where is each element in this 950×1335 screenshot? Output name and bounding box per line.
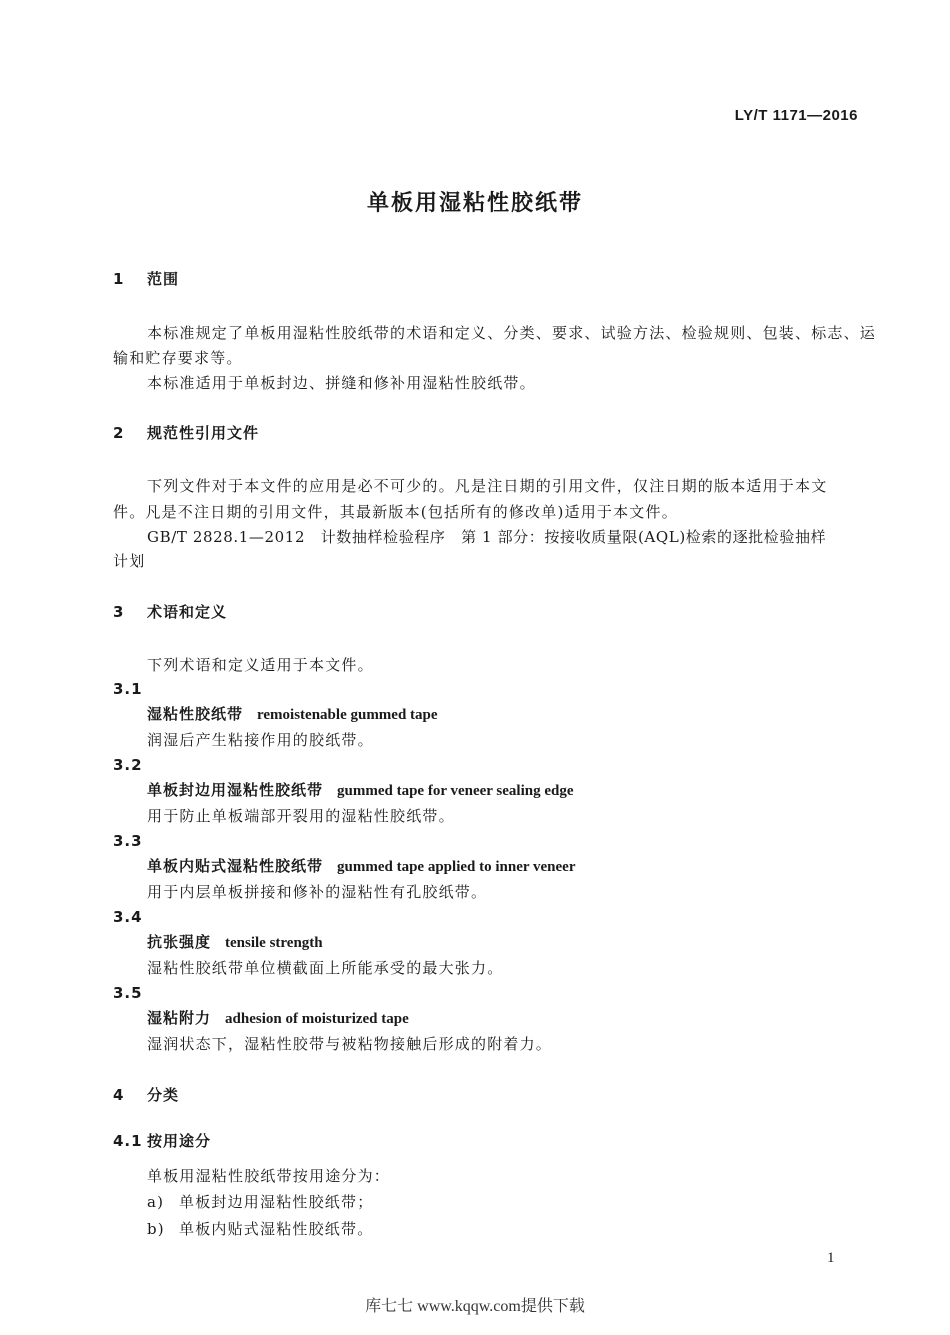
list-text: 单板内贴式湿粘性胶纸带。 — [179, 1220, 374, 1238]
reference-line: 计划 — [113, 552, 146, 570]
term-definition: 用于内层单板拼接和修补的湿粘性有孔胶纸带。 — [147, 883, 488, 901]
term-heading — [147, 932, 323, 953]
section-title: 术语和定义 — [147, 603, 228, 621]
paragraph-line: 单板用湿粘性胶纸带按用途分为： — [147, 1167, 391, 1185]
paragraph-line: 输和贮存要求等。 — [113, 349, 243, 367]
term-chinese: 抗张强度 — [147, 933, 212, 951]
section-number: 4 — [113, 1086, 125, 1104]
term-chinese: 湿粘性胶纸带 — [147, 705, 244, 723]
list-text: 单板封边用湿粘性胶纸带； — [179, 1193, 374, 1211]
term-definition: 用于防止单板端部开裂用的湿粘性胶纸带。 — [147, 807, 455, 825]
paragraph-line: 本标准规定了单板用湿粘性胶纸带的术语和定义、分类、要求、试验方法、检验规则、包装、标志、运 — [147, 324, 877, 342]
term-english: gummed tape for veneer sealing edge — [337, 783, 574, 799]
list-item — [147, 1219, 373, 1239]
paragraph-line: 下列术语和定义适用于本文件。 — [147, 656, 374, 674]
term-number: 3.4 — [113, 908, 143, 926]
subsection-4-1-heading — [113, 1131, 211, 1151]
term-definition: 湿润状态下，湿粘性胶带与被粘物接触后形成的附着力。 — [147, 1035, 553, 1053]
paragraph-line: 下列文件对于本文件的应用是必不可少的。凡是注日期的引用文件，仅注日期的版本适用于本文 — [147, 477, 828, 495]
term-english: tensile strength — [225, 935, 323, 951]
list-label: b) — [147, 1220, 165, 1238]
term-number: 3.2 — [113, 756, 143, 774]
document-title: 单板用湿粘性胶纸带 — [366, 191, 583, 216]
section-number: 2 — [113, 424, 125, 442]
section-3-heading — [113, 602, 227, 622]
section-number: 4.1 — [113, 1132, 143, 1150]
section-2-heading — [113, 423, 259, 443]
footer-watermark: 库七七 www.kqqw.com提供下载 — [365, 1298, 585, 1315]
list-item — [147, 1192, 373, 1212]
paragraph-line: 件。凡是不注日期的引用文件，其最新版本(包括所有的修改单)适用于本文件。 — [113, 503, 678, 521]
term-definition: 湿粘性胶纸带单位横截面上所能承受的最大张力。 — [147, 959, 504, 977]
section-1-heading — [113, 269, 179, 289]
term-number: 3.5 — [113, 984, 143, 1002]
page-number: 1 — [827, 1250, 836, 1266]
section-title: 规范性引用文件 — [147, 424, 260, 442]
term-english: adhesion of moisturized tape — [225, 1011, 409, 1027]
term-chinese: 湿粘附力 — [147, 1009, 212, 1027]
list-label: a) — [147, 1193, 165, 1211]
section-title: 分类 — [147, 1086, 180, 1104]
term-number: 3.3 — [113, 832, 143, 850]
paragraph-line: 本标准适用于单板封边、拼缝和修补用湿粘性胶纸带。 — [147, 374, 536, 392]
term-chinese: 单板封边用湿粘性胶纸带 — [147, 781, 324, 799]
term-heading — [147, 856, 575, 877]
reference-line: GB/T 2828.1—2012 计数抽样检验程序 第 1 部分：按接收质量限(AQL)检索的逐批检验抽样 — [147, 528, 827, 546]
term-english: remoistenable gummed tape — [257, 707, 438, 723]
term-english: gummed tape applied to inner veneer — [337, 859, 576, 875]
section-title: 按用途分 — [147, 1132, 212, 1150]
term-chinese: 单板内贴式湿粘性胶纸带 — [147, 857, 324, 875]
term-heading — [147, 780, 574, 801]
section-title: 范围 — [147, 270, 180, 288]
term-heading — [147, 1008, 409, 1029]
section-number: 3 — [113, 603, 125, 621]
section-number: 1 — [113, 270, 125, 288]
section-4-heading — [113, 1085, 179, 1105]
term-definition: 润湿后产生粘接作用的胶纸带。 — [147, 731, 374, 749]
term-number: 3.1 — [113, 680, 143, 698]
standard-code: LY/T 1171—2016 — [734, 107, 858, 124]
term-heading — [147, 704, 438, 725]
